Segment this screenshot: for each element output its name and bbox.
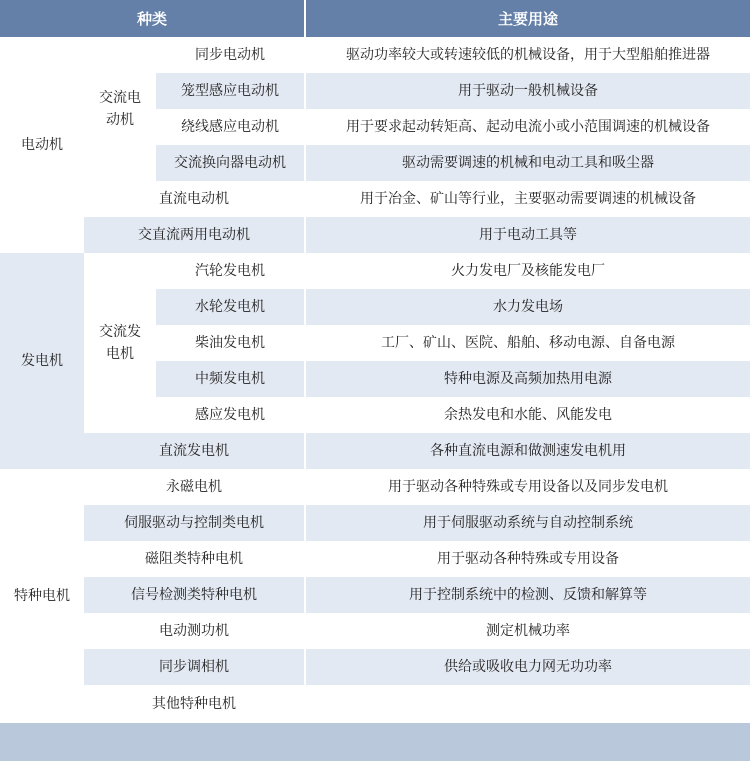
- usage-cell: 驱动功率较大或转速较低的机械设备，用于大型船舶推进器: [306, 37, 750, 73]
- column-divider: [304, 0, 306, 723]
- type-cell: 同步电动机: [156, 37, 304, 73]
- type-cell: 信号检测类特种电机: [84, 577, 304, 613]
- usage-cell: 驱动需要调速的机械和电动工具和吸尘器: [306, 145, 750, 181]
- usage-cell: 各种直流电源和做测速发电机用: [306, 433, 750, 469]
- subcategory-ac-generator: 交流发电机: [84, 253, 156, 433]
- usage-cell: 供给或吸收电力网无功功率: [306, 649, 750, 685]
- type-cell: 电动测功机: [84, 613, 304, 649]
- type-cell: 交流换向器电动机: [156, 145, 304, 181]
- type-cell: 同步调相机: [84, 649, 304, 685]
- usage-cell: 特种电源及高频加热用电源: [306, 361, 750, 397]
- type-cell: 中频发电机: [156, 361, 304, 397]
- type-cell: 柴油发电机: [156, 325, 304, 361]
- usage-cell: 用于伺服驱动系统与自动控制系统: [306, 505, 750, 541]
- usage-cell: [306, 685, 750, 723]
- category-generator: 发电机: [0, 253, 84, 469]
- type-cell: 其他特种电机: [84, 685, 304, 723]
- usage-cell: 用于要求起动转矩高、起动电流小或小范围调速的机械设备: [306, 109, 750, 145]
- usage-cell: 余热发电和水能、风能发电: [306, 397, 750, 433]
- type-cell: 交直流两用电动机: [84, 217, 304, 253]
- type-cell: 汽轮发电机: [156, 253, 304, 289]
- type-cell: 磁阻类特种电机: [84, 541, 304, 577]
- subcategory-ac-motor: 交流电动机: [84, 37, 156, 181]
- usage-cell: 用于驱动各种特殊或专用设备以及同步发电机: [306, 469, 750, 505]
- usage-cell: 测定机械功率: [306, 613, 750, 649]
- category-motor: 电动机: [0, 37, 84, 253]
- usage-cell: 火力发电厂及核能发电厂: [306, 253, 750, 289]
- type-cell: 直流电动机: [84, 181, 304, 217]
- header-usage: 主要用途: [306, 0, 750, 37]
- type-cell: 绕线感应电动机: [156, 109, 304, 145]
- type-cell: 感应发电机: [156, 397, 304, 433]
- category-special: 特种电机: [0, 469, 84, 723]
- type-cell: 直流发电机: [84, 433, 304, 469]
- type-cell: 伺服驱动与控制类电机: [84, 505, 304, 541]
- usage-cell: 用于驱动一般机械设备: [306, 73, 750, 109]
- usage-cell: 用于控制系统中的检测、反馈和解算等: [306, 577, 750, 613]
- usage-cell: 用于驱动各种特殊或专用设备: [306, 541, 750, 577]
- usage-cell: 水力发电场: [306, 289, 750, 325]
- type-cell: 永磁电机: [84, 469, 304, 505]
- type-cell: 水轮发电机: [156, 289, 304, 325]
- table-footer-band: [0, 723, 750, 761]
- usage-cell: 用于冶金、矿山等行业，主要驱动需要调速的机械设备: [306, 181, 750, 217]
- usage-cell: 用于电动工具等: [306, 217, 750, 253]
- type-cell: 笼型感应电动机: [156, 73, 304, 109]
- usage-cell: 工厂、矿山、医院、船舶、移动电源、自备电源: [306, 325, 750, 361]
- header-type: 种类: [0, 0, 304, 37]
